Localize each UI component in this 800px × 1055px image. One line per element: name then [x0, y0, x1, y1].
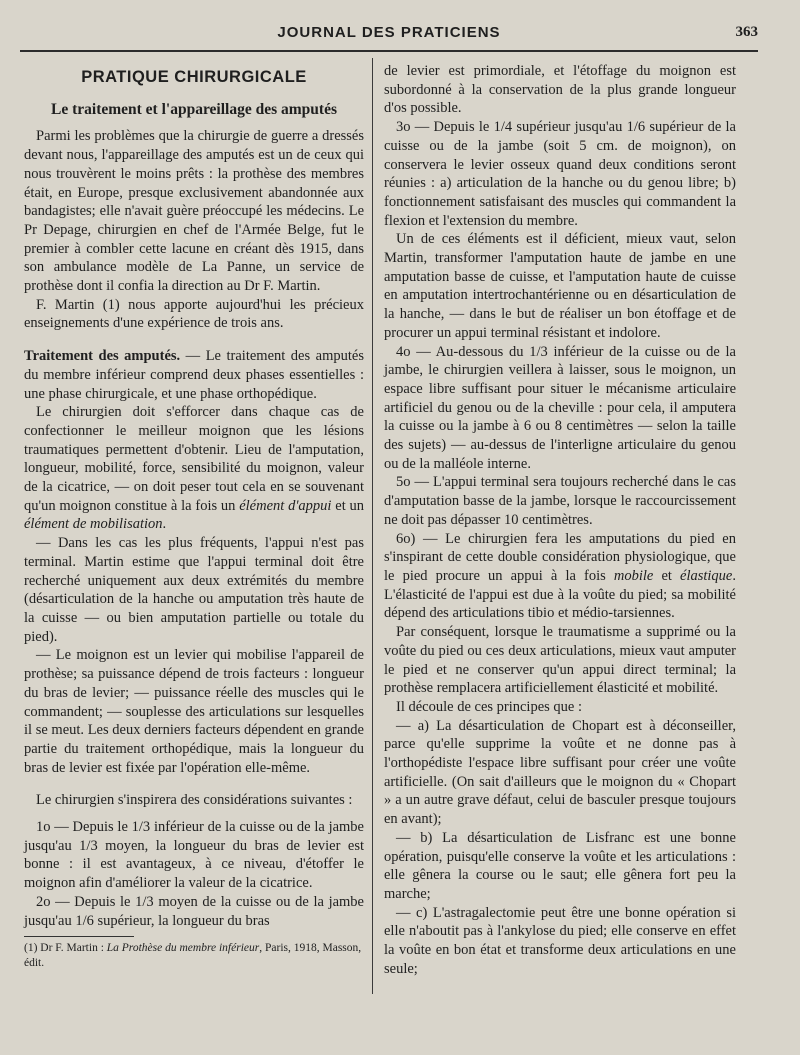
paragraph: 4o — Au-dessous du 1/3 inférieur de la cuisse ou de la jambe, le chirurgien veillera à laisser, sous le moignon, un espace libre suffisant pour situer le mécanisme articulaire artificiel du genou ou de la cheville : pour cela, il amputera la cuisse ou la jambe à 6 ou 8 centimètres — selon la taille des sujets) — au-dessus de l'interligne articulaire du genou ou de la malléole interne.	[384, 343, 736, 472]
subhead: Traitement des amputés.	[24, 348, 181, 365]
column-divider	[372, 58, 373, 994]
paragraph-text: . L'élasticité de l'appui est due à la voûte du pied; sa mobilité dépend des articulations tibio et médio-tarsiennes.	[384, 567, 736, 622]
paragraph: — Dans les cas les plus fréquents, l'appui n'est pas terminal. Martin estime que l'appui terminal doit être recherché uniquement aux deux extrémités du membre (désarticulation de la hanche ou amputation très haute de la cuisse — ou bien amputation partielle ou totale du pied).	[24, 535, 364, 645]
paragraph: Un de ces éléments est il déficient, mieux vaut, selon Martin, transformer l'amputation haute de jambe en une amputation basse de cuisse, et l'amputation haute de cuisse en amputation intertrochantérienne ou en désarticulation de la hanche, — dans le but de réaliser un bon étoffage et de procurer un appui terminal résistant et indolore.	[384, 231, 736, 341]
emphasis: mobile	[613, 567, 654, 584]
journal-title: JOURNAL DES PRATICIENS	[277, 24, 501, 41]
paragraph	[384, 530, 736, 624]
footnote-text: (1) Dr F. Martin :	[24, 942, 107, 955]
emphasis: élément d'appui	[239, 497, 332, 514]
paragraph: — a) La désarticulation de Chopart est à déconseiller, parce qu'elle supprime la voûte et ne donne pas à l'orthopédiste l'espace libre suffisant pour créer une voûte artificielle. (On sait d'ailleurs que le moignon du « Chopart » a un autre grave défaut, celui de basculer presque toujours en avant);	[384, 717, 736, 828]
right-column	[384, 62, 736, 978]
paragraph: de levier est primordiale, et l'étoffage du moignon est subordonné à la conservation de la plus grande longueur d'os possible.	[384, 63, 736, 117]
emphasis: élément de mobilisation	[24, 516, 163, 533]
paragraph: 2o — Depuis le 1/3 moyen de la cuisse ou de la jambe jusqu'au 1/6 supérieur, la longueur du bras	[24, 893, 364, 929]
paragraph: F. Martin (1) nous apporte aujourd'hui les précieux enseignements d'une expérience de trois ans.	[24, 296, 364, 332]
paragraph: 3o — Depuis le 1/4 supérieur jusqu'au 1/6 supérieur de la cuisse ou de la jambe (soit 5 cm. de moignon), on conservera le levier osseux quand deux conditions seront réunies : a) articulation de la hanche ou du genou libre; b) fonctionnement satisfaisant des muscles qui commandent la flexion et l'extension du membre.	[384, 119, 736, 229]
paragraph: Parmi les problèmes que la chirurgie de guerre a dressés devant nous, l'appareillage des amputés est un de ceux qui nous trouvèrent le moins prêts : la prothèse des membres était, en Europe, presque exclusivement abandonnée aux bandagistes; elle n'avait guère préoccupé les médecins. Le Pr Depage, chirurgien en chef de l'Armée Belge, fut le premier à combler cette lacune en créant dès 1915, dans son ambulance modèle de La Panne, un service de prothèse dont il confia la direction au Dr F. Martin.	[24, 128, 364, 295]
footnote-text: , Paris, 1918, Masson, édit.	[24, 942, 362, 970]
left-column	[24, 62, 364, 971]
paragraph-text: 6o) — Le chirurgien fera les amputations du pied en s'inspirant de cette double considération physiologique, que le pied procure un appui à la fois	[384, 530, 736, 584]
page-header	[20, 18, 758, 48]
paragraph-text: et un	[331, 497, 365, 514]
paragraph: — Le moignon est un levier qui mobilise l'appareil de prothèse; sa puissance dépend de trois facteurs : longueur du bras de levier; — puissance réelle des muscles qui le commandent; — souplesse des articulations sur lesquelles il se meut. Les deux derniers facteurs dépendent en grande partie du traitement orthopédique, mais la longueur du bras de levier est fixée par l'opération elle-même.	[24, 647, 364, 776]
footnote-rule	[24, 936, 134, 937]
paragraph-text: .	[162, 516, 167, 533]
paragraph	[24, 403, 364, 534]
paragraph: 5o — L'appui terminal sera toujours recherché dans le cas d'amputation basse de la jambe, lorsque le raccourcissement ne doit pas dépasser 10 centimètres.	[384, 474, 736, 528]
paragraph: Par conséquent, lorsque le traumatisme a supprimé ou la voûte du pied ou ces deux articulations, mieux vaut amputer le pied et ne conserver qu'un appui direct terminal; la prothèse remplacera artificiellement élasticité et mobilité.	[384, 624, 736, 697]
paragraph: Il découle de ces principes que :	[396, 698, 583, 715]
header-rule	[20, 50, 758, 52]
emphasis: élastique	[680, 567, 733, 584]
paragraph: — c) L'astragalectomie peut être une bonne opération si elle n'aboutit pas à l'ankylose du pied; elle conserve en effet la voûte en bon état et transforme deux articulations en une seule;	[384, 904, 736, 977]
paragraph: Le chirurgien s'inspirera des considérations suivantes :	[36, 792, 353, 809]
paragraph: — b) La désarticulation de Lisfranc est une bonne opération, puisqu'elle conserve la voûte et les articulations : elle gênera la course ou le saut; elle gênera fort peu la marche;	[384, 829, 736, 902]
paragraph-text: Le chirurgien doit s'efforcer dans chaque cas de confectionner le meilleur moignon que les lésions traumatiques permettent d'obtenir. Lieu de l'amputation, longueur, mobilité, force, sensibilité du moignon, valeur de la cicatrice, — on doit peser tout cela en se souvenant qu'un moignon constitue à la fois un	[24, 404, 364, 514]
section-title: PRATIQUE CHIRURGICALE	[81, 68, 307, 86]
paragraph: 1o — Depuis le 1/3 inférieur de la cuisse ou de la jambe jusqu'au 1/3 moyen, la longueur du bras de levier est bonne : il est avantageux, à ce niveau, d'étoffer le moignon afin d'améliorer la valeur de la cicatrice.	[24, 819, 364, 892]
paragraph-text: — Le traitement des amputés du membre inférieur comprend deux phases essentielles : une phase chirurgicale, et une phase orthopédique.	[24, 348, 364, 402]
footnote	[24, 941, 364, 971]
article-title: Le traitement et l'appareillage des amputés	[51, 100, 337, 118]
paragraph-text: et	[653, 567, 681, 584]
page-number: 363	[735, 24, 758, 40]
paragraph	[24, 347, 364, 403]
footnote-emphasis: La Prothèse du membre inférieur	[106, 942, 260, 955]
